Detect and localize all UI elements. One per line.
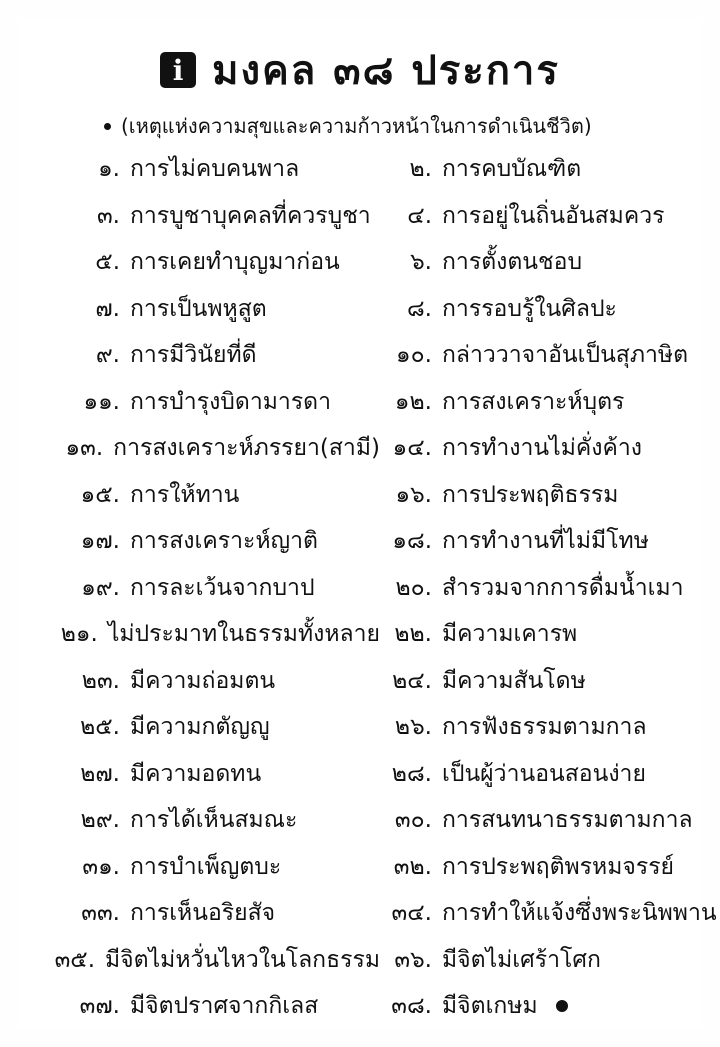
item-text: การละเว้นจากบาป	[130, 574, 315, 601]
item-number: ๓๔.	[391, 900, 432, 927]
list-item	[380, 239, 720, 286]
page-title: มงคล ๓๘ ประการ	[212, 48, 560, 94]
item-number: ๓๑.	[82, 853, 120, 880]
item-number: ๒๘.	[391, 760, 432, 787]
list-item	[380, 890, 720, 937]
item-number: ๒๔.	[392, 667, 432, 694]
item-text: การเห็นอริยสัจ	[130, 900, 276, 927]
item-text: มีจิตเกษม	[442, 993, 538, 1020]
info-icon: i	[160, 52, 196, 88]
list-item	[380, 332, 720, 379]
item-number: ๑๘.	[392, 528, 432, 555]
item-text: การรอบรู้ในศิลปะ	[442, 295, 617, 322]
item-text: การคบบัณฑิต	[442, 156, 582, 183]
list-item	[0, 704, 380, 751]
item-number: ๒๕.	[80, 714, 120, 741]
page-header	[0, 40, 720, 100]
item-text: การทำงานไม่คั่งค้าง	[442, 435, 643, 462]
item-text: การสงเคราะห์ญาติ	[130, 528, 318, 555]
item-text: การฟังธรรมตามกาล	[442, 714, 647, 741]
subtitle-text: (เหตุแห่งความสุขและความก้าวหน้าในการดำเนินชีวิต)	[121, 114, 592, 138]
item-number: ๒.	[409, 156, 432, 183]
item-number: ๓.	[96, 202, 120, 229]
item-text: กล่าววาจาอันเป็นสุภาษิต	[442, 342, 689, 369]
list-item	[0, 983, 380, 1030]
item-number: ๒๙.	[80, 807, 120, 834]
item-text: การสงเคราะห์บุตร	[442, 388, 625, 415]
list-item	[380, 518, 720, 565]
subtitle	[104, 112, 592, 140]
item-text: การสนทนาธรรมตามกาล	[442, 807, 693, 834]
item-number: ๒๑.	[60, 621, 98, 648]
item-number: ๑๙.	[81, 574, 120, 601]
item-text: การมีวินัยที่ดี	[130, 342, 257, 369]
list-item	[0, 751, 380, 798]
item-number: ๑๔.	[392, 435, 432, 462]
list-item	[0, 797, 380, 844]
item-number: ๓๐.	[394, 807, 432, 834]
item-text: มีจิตไม่เศร้าโศก	[442, 946, 601, 973]
item-number: ๒๐.	[395, 574, 432, 601]
item-text: มีความอดทน	[130, 760, 262, 787]
list-item	[0, 425, 380, 472]
item-text: มีความเคารพ	[442, 621, 578, 648]
item-number: ๖.	[410, 249, 432, 276]
item-text: การทำให้แจ้งซึ่งพระนิพพาน	[442, 900, 717, 927]
list-item	[0, 239, 380, 286]
item-text: มีความถ่อมตน	[130, 667, 276, 694]
item-text: เป็นผู้ว่านอนสอนง่าย	[442, 760, 646, 787]
list-item	[380, 611, 720, 658]
list-item	[380, 704, 720, 751]
item-number: ๑๒.	[394, 388, 432, 415]
list-item	[0, 611, 380, 658]
list-item	[380, 844, 720, 891]
item-number: ๓๘.	[391, 993, 432, 1020]
list-item	[380, 286, 720, 333]
list-item	[0, 332, 380, 379]
item-text: การประพฤติธรรม	[442, 481, 619, 508]
list-item	[380, 751, 720, 798]
end-bullet-icon	[556, 1000, 568, 1012]
item-text: การสงเคราะห์ภรรยา(สามี)	[113, 435, 380, 462]
item-number: ๗.	[95, 295, 120, 322]
list-item	[380, 937, 720, 984]
item-text: การประพฤติพรหมจรรย์	[442, 853, 675, 880]
item-number: ๑๖.	[395, 481, 432, 508]
item-number: ๓๗.	[79, 993, 120, 1020]
list-item	[380, 797, 720, 844]
item-text: มีจิตไม่หวั่นไหวในโลกธรรม	[105, 946, 380, 973]
list-item	[0, 379, 380, 426]
blessings-list	[0, 146, 720, 1030]
item-text: การบูชาบุคคลที่ควรบูชา	[130, 202, 371, 229]
item-number: ๒๖.	[394, 714, 432, 741]
item-number: ๑๑.	[83, 388, 120, 415]
bullet-icon	[104, 123, 111, 130]
item-number: ๒๓.	[81, 667, 120, 694]
list-item	[0, 472, 380, 519]
item-text: การตั้งตนชอบ	[442, 249, 583, 276]
list-item	[380, 983, 720, 1030]
item-text: ไม่ประมาทในธรรมทั้งหลาย	[107, 621, 380, 648]
item-number: ๓๕.	[54, 946, 96, 973]
list-item	[0, 565, 380, 612]
item-number: ๑๓.	[65, 435, 104, 462]
item-text: การทำงานที่ไม่มีโทษ	[442, 528, 649, 555]
item-text: มีจิตปราศจากกิเลส	[130, 993, 319, 1020]
list-item	[0, 844, 380, 891]
item-number: ๙.	[95, 342, 120, 369]
item-text: การได้เห็นสมณะ	[130, 807, 298, 834]
list-item	[380, 146, 720, 193]
list-item	[380, 379, 720, 426]
item-text: การเคยทำบุญมาก่อน	[130, 249, 340, 276]
list-item	[0, 658, 380, 705]
list-item	[0, 146, 380, 193]
item-text: การไม่คบคนพาล	[130, 156, 300, 183]
item-number: ๒๒.	[394, 621, 432, 648]
list-item	[380, 425, 720, 472]
list-item	[0, 890, 380, 937]
item-number: ๑.	[98, 156, 120, 183]
item-number: ๘.	[406, 295, 432, 322]
list-item	[0, 193, 380, 240]
list-item	[0, 937, 380, 984]
item-number: ๕.	[95, 249, 120, 276]
list-item	[380, 658, 720, 705]
item-number: ๓๓.	[81, 900, 120, 927]
list-item	[380, 565, 720, 612]
item-number: ๑๕.	[80, 481, 120, 508]
item-text: การเป็นพหูสูต	[130, 295, 267, 322]
item-number: ๔.	[407, 202, 432, 229]
list-item	[380, 472, 720, 519]
item-text: มีความกตัญญู	[130, 714, 270, 741]
list-item	[380, 193, 720, 240]
item-text: การบำเพ็ญตบะ	[130, 853, 282, 880]
item-text: การอยู่ในถิ่นอันสมควร	[442, 202, 665, 229]
item-number: ๑๐.	[396, 342, 432, 369]
item-text: การบำรุงบิดามารดา	[130, 388, 332, 415]
list-item	[0, 286, 380, 333]
item-text: การให้ทาน	[130, 481, 240, 508]
list-item	[0, 518, 380, 565]
item-number: ๓๖.	[394, 946, 432, 973]
item-number: ๒๗.	[80, 760, 120, 787]
item-number: ๓๒.	[393, 853, 432, 880]
item-number: ๑๗.	[80, 528, 120, 555]
item-text: สำรวมจากการดื่มน้ำเมา	[442, 574, 684, 601]
item-text: มีความสันโดษ	[442, 667, 586, 694]
